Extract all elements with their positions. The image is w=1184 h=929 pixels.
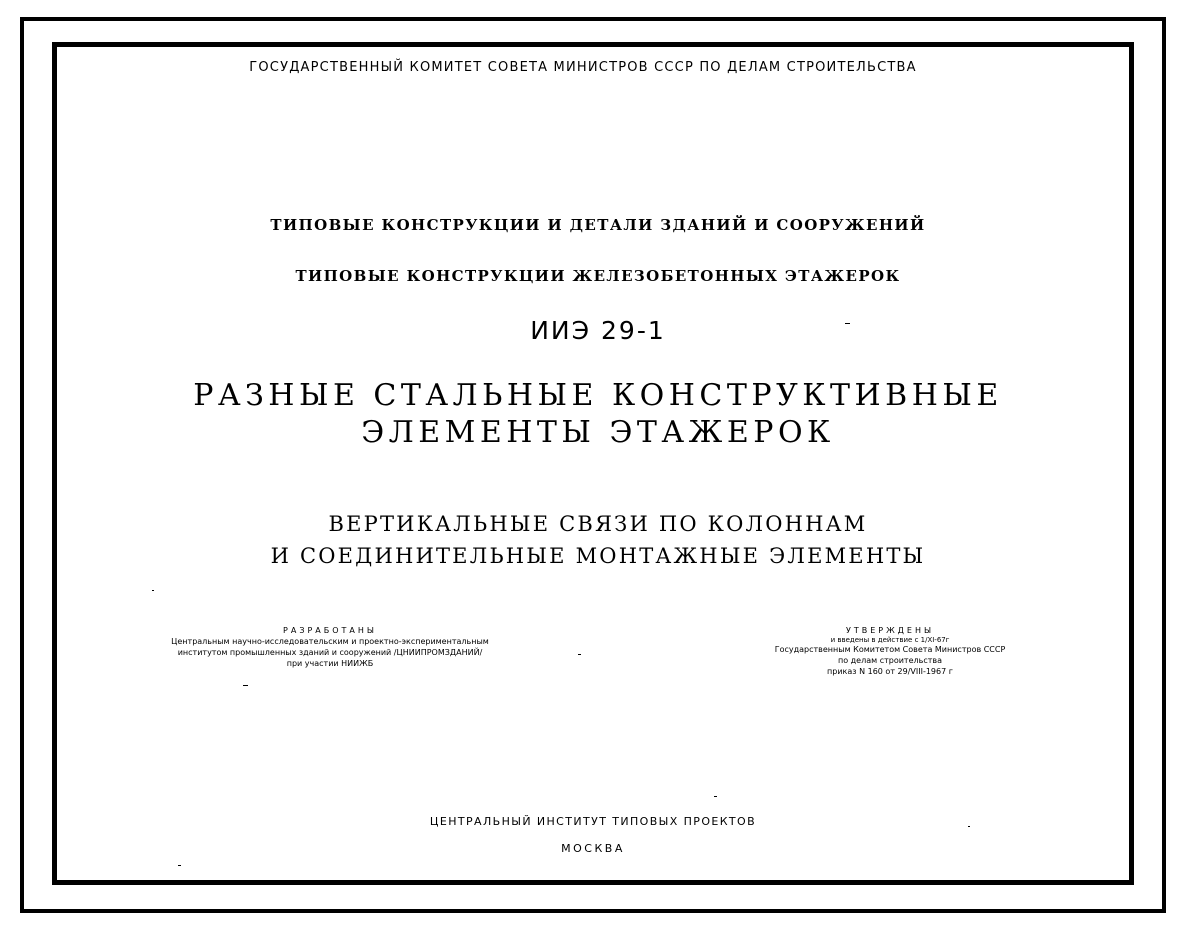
approved-block xyxy=(745,625,1035,677)
subtitle-line-2: И СОЕДИНИТЕЛЬНЫЕ МОНТАЖНЫЕ ЭЛЕМЕНТЫ xyxy=(270,544,926,568)
scan-speck xyxy=(152,590,154,591)
developed-line-1: Центральным научно-исследовательским и проектно-экспериментальным xyxy=(171,637,489,646)
main-title-line-2: ЭЛЕМЕНТЫ ЭТАЖЕРОК xyxy=(361,415,835,450)
developed-line-3: при участии НИИЖБ xyxy=(286,659,374,668)
scan-speck xyxy=(714,796,717,797)
developed-heading: РАЗРАБОТАНЫ xyxy=(283,626,377,635)
series-code: ИИЭ 29-1 xyxy=(530,316,666,345)
scan-speck xyxy=(578,654,581,655)
scan-speck xyxy=(968,826,970,827)
approved-line-3: по делам строительства xyxy=(837,656,943,665)
scan-speck xyxy=(845,323,850,324)
scan-speck xyxy=(178,865,181,866)
series-title: ТИПОВЫЕ КОНСТРУКЦИИ И ДЕТАЛИ ЗДАНИЙ И СООРУЖЕНИЙ xyxy=(270,216,926,234)
main-title-line-1: РАЗНЫЕ СТАЛЬНЫЕ КОНСТРУКТИВНЫЕ xyxy=(193,378,1003,413)
series-subtitle: ТИПОВЫЕ КОНСТРУКЦИИ ЖЕЛЕЗОБЕТОННЫХ ЭТАЖЕРОК xyxy=(295,267,901,285)
subtitle-line-1: ВЕРТИКАЛЬНЫЕ СВЯЗИ ПО КОЛОННАМ xyxy=(328,512,868,536)
approved-heading: УТВЕРЖДЕНЫ xyxy=(845,626,935,635)
committee-header: ГОСУДАРСТВЕННЫЙ КОМИТЕТ СОВЕТА МИНИСТРОВ СССР ПО ДЕЛАМ СТРОИТЕЛЬСТВА xyxy=(249,60,917,75)
publisher-institute: ЦЕНТРАЛЬНЫЙ ИНСТИТУТ ТИПОВЫХ ПРОЕКТОВ xyxy=(429,815,757,828)
inner-border xyxy=(52,42,1134,885)
approved-line-1: и введены в действие с 1/XI-67г xyxy=(830,636,950,644)
developed-line-2: институтом промышленных зданий и сооружений /ЦНИИПРОМЗДАНИЙ/ xyxy=(177,648,483,657)
approved-line-2: Государственным Комитетом Совета Министров СССР xyxy=(774,645,1006,654)
scan-speck xyxy=(243,685,248,686)
developed-by-block xyxy=(140,625,520,669)
publisher-city: МОСКВА xyxy=(561,842,625,855)
approved-line-4: приказ N 160 от 29/VIII-1967 г xyxy=(827,667,953,676)
